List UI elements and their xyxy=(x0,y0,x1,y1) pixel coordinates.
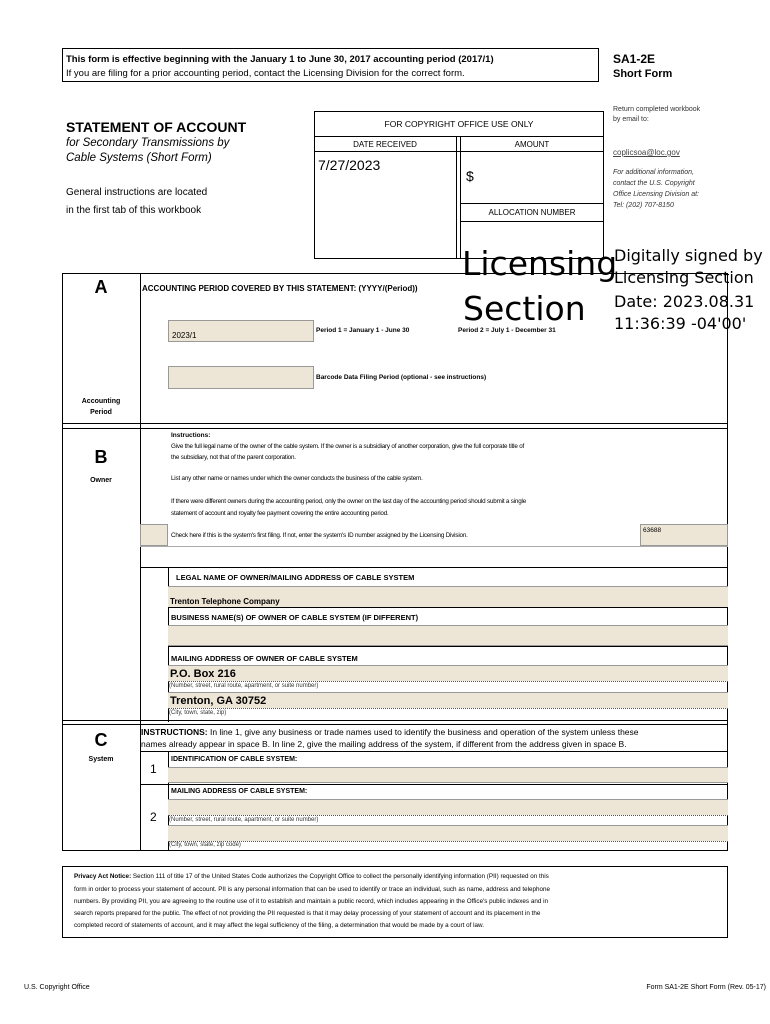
office-use-box xyxy=(314,111,604,259)
section-a-letter: A xyxy=(94,277,108,297)
system-id-input[interactable] xyxy=(640,524,728,546)
system-street-input-a[interactable] xyxy=(168,799,728,815)
owner-city-hint: (City, town, state, zip) xyxy=(169,710,227,716)
section-bc-divider-1 xyxy=(62,720,728,721)
privacy-line-5: completed record of statements of account, and it may affect the legal sufficiency of the filing, a determination that would be made by a court of law. xyxy=(74,922,484,929)
barcode-period-label: Barcode Data Filing Period (optional - see instructions) xyxy=(316,374,487,381)
legal-name-bottom xyxy=(168,607,728,608)
mailing-address-label: MAILING ADDRESS OF OWNER OF CABLE SYSTEM xyxy=(171,654,358,663)
section-c-instructions-bold: INSTRUCTIONS: xyxy=(141,727,208,737)
return-line1: Return completed workbook xyxy=(613,106,701,113)
allocation-bottom-line xyxy=(460,221,604,222)
section-a-heading: ACCOUNTING PERIOD COVERED BY THIS STATEMENT: (YYYY/(Period)) xyxy=(142,284,418,293)
allocation-number-label: ALLOCATION NUMBER xyxy=(488,208,576,217)
general-instructions-2: in the first tab of this workbook xyxy=(66,205,202,216)
amount-value: $ xyxy=(466,168,474,184)
additional-info-3: Office Licensing Division at: xyxy=(613,191,699,198)
identification-input[interactable] xyxy=(168,767,728,783)
owner-block-top xyxy=(140,567,728,568)
business-name-label: BUSINESS NAME(S) OF OWNER OF CABLE SYSTEM (IF DIFFERENT) xyxy=(171,613,419,622)
first-filing-checkbox[interactable] xyxy=(140,524,168,546)
legal-name-value: Trenton Telephone Company xyxy=(170,597,280,606)
system-street-hint: (Number, street, rural route, apartment, or suite number) xyxy=(169,817,319,823)
section-b-instr-1b: the subsidiary, not that of the parent corporation. xyxy=(171,454,296,461)
amount-label: AMOUNT xyxy=(514,140,550,149)
section-c-side: System xyxy=(88,756,114,763)
signature-line4: 11:36:39 -04'00' xyxy=(614,314,747,333)
footer-right: Form SA1-2E Short Form (Rev. 05-17) xyxy=(646,984,766,991)
effective-notice-line1: This form is effective beginning with the January 1 to June 30, 2017 accounting period (2017/1) xyxy=(66,54,494,65)
additional-info-2: contact the U.S. Copyright xyxy=(613,180,695,187)
section-c-block-top xyxy=(140,751,728,752)
system-city-input[interactable] xyxy=(168,825,728,841)
privacy-bold: Privacy Act Notice: xyxy=(74,873,132,880)
business-name-bottom xyxy=(168,646,728,647)
accounting-period-input[interactable] xyxy=(168,320,314,342)
page-subtitle-1: for Secondary Transmissions by xyxy=(66,137,230,149)
privacy-line-1 xyxy=(74,873,549,880)
section-a-side-2: Period xyxy=(90,409,112,416)
general-instructions-1: General instructions are located xyxy=(66,187,208,198)
owner-street-value: P.O. Box 216 xyxy=(170,668,236,680)
accounting-period-value: 2023/1 xyxy=(172,331,197,340)
additional-info-4: Tel: (202) 707-8150 xyxy=(613,202,674,209)
legal-name-input[interactable] xyxy=(168,586,728,607)
system-id-value: 63688 xyxy=(643,527,662,534)
section-b-instr-3b: statement of account and royalty fee payment covering the entire accounting period. xyxy=(171,510,389,517)
date-received-value: 7/27/2023 xyxy=(318,157,381,173)
footer-left: U.S. Copyright Office xyxy=(24,984,90,991)
owner-street-line xyxy=(168,681,728,682)
additional-info-1: For additional information, xyxy=(613,169,694,176)
form-code: SA1-2E xyxy=(613,52,656,66)
owner-city-line xyxy=(168,708,728,709)
line-1-number: 1 xyxy=(150,762,157,776)
return-email-link[interactable]: coplicsoa@loc.gov xyxy=(613,148,680,157)
signature-line2: Licensing Section xyxy=(614,268,754,287)
line-2-number: 2 xyxy=(150,810,157,824)
system-street-line xyxy=(168,815,728,816)
system-city-line xyxy=(168,841,728,842)
privacy-line-3: numbers. By providing PII, you are agreeing to the routine use of it to establish and maintain a public record, which includes appearing in the Office's public indexes and in xyxy=(74,898,548,905)
form-type: Short Form xyxy=(613,68,673,80)
owner-street-hint: (Number, street, rural route, apartment, or suite number) xyxy=(169,683,319,689)
signature-licensing: Licensing xyxy=(462,244,618,283)
legal-name-label: LEGAL NAME OF OWNER/MAILING ADDRESS OF CABLE SYSTEM xyxy=(176,573,415,582)
office-use-divider xyxy=(314,136,604,137)
system-mailing-label: MAILING ADDRESS OF CABLE SYSTEM: xyxy=(171,788,308,795)
first-filing-line xyxy=(140,546,728,547)
owner-street-input[interactable] xyxy=(168,665,728,681)
section-a-side-1: Accounting xyxy=(81,398,121,405)
section-ab-divider-1 xyxy=(62,423,728,424)
section-b-instr-1a: Give the full legal name of the owner of the cable system. If the owner is a subsidiary of another corporation, give the full corporate title of xyxy=(171,443,525,450)
allocation-top-line xyxy=(460,203,604,204)
signature-line1: Digitally signed by xyxy=(614,246,763,265)
section-ab-divider-2 xyxy=(62,428,728,429)
business-name-input[interactable] xyxy=(168,625,728,646)
effective-notice-line2: If you are filing for a prior accounting period, contact the Licensing Division for the correct form. xyxy=(66,68,465,79)
section-b-letter: B xyxy=(94,447,108,467)
date-received-label: DATE RECEIVED xyxy=(353,140,417,149)
section-c-instructions-2: names already appear in space B. In line 2, give the mailing address of the system, if different from the address given in space B. xyxy=(141,739,627,749)
form-frame xyxy=(62,273,728,851)
system-city-hint: (City, town, state, zip code) xyxy=(169,842,241,848)
line-1-bottom xyxy=(140,784,728,785)
section-b-instructions-title: Instructions: xyxy=(171,432,211,439)
return-line2: by email to: xyxy=(613,116,649,123)
signature-line3: Date: 2023.08.31 xyxy=(614,292,755,311)
section-b-instr-3a: If there were different owners during the accounting period, only the owner on the last day of the accounting period should submit a single xyxy=(171,498,527,505)
privacy-line-4: search reports prepared for the public. The effect of not providing the PII requested is that it may delay processing of your statement of account and its placement in the xyxy=(74,910,541,917)
privacy-line-2: form in order to process your statement of account. PII is any personal information that can be used to identify or trace an individual, such as name, address and telephone xyxy=(74,886,551,893)
page-title: STATEMENT OF ACCOUNT xyxy=(66,119,247,135)
office-use-col-divider-b xyxy=(460,136,461,259)
identification-label: IDENTIFICATION OF CABLE SYSTEM: xyxy=(171,756,298,763)
section-c-instructions-text: In line 1, give any business or trade names used to identify the business and operation of the system unless these xyxy=(207,727,639,737)
owner-city-value: Trenton, GA 30752 xyxy=(170,695,267,707)
owner-city-input[interactable] xyxy=(168,692,728,708)
signature-section: Section xyxy=(463,289,586,328)
left-column-divider xyxy=(140,273,141,851)
office-use-col-divider-a xyxy=(456,136,457,259)
section-c-instructions-1 xyxy=(141,727,639,737)
section-bc-divider-2 xyxy=(62,724,728,725)
section-b-side: Owner xyxy=(90,477,112,484)
barcode-period-input[interactable] xyxy=(168,366,314,389)
section-b-instr-2: List any other name or names under which the owner conducts the business of the cable system. xyxy=(171,475,423,482)
office-use-subheader-line xyxy=(314,151,604,152)
period-1-note: Period 1 = January 1 - June 30 xyxy=(316,327,410,334)
period-2-note: Period 2 = July 1 - December 31 xyxy=(458,327,556,334)
office-use-heading: FOR COPYRIGHT OFFICE USE ONLY xyxy=(384,119,534,129)
privacy-line-1-text: Section 111 of title 17 of the United States Code authorizes the Copyright Office to collect the personally identifying information (PII) requested on this xyxy=(131,873,549,880)
section-c-letter: C xyxy=(94,730,108,750)
first-filing-label: Check here if this is the system's first filing. If not, enter the system's ID number assigned by the Licensing Division. xyxy=(171,532,468,539)
page-subtitle-2: Cable Systems (Short Form) xyxy=(66,152,212,164)
